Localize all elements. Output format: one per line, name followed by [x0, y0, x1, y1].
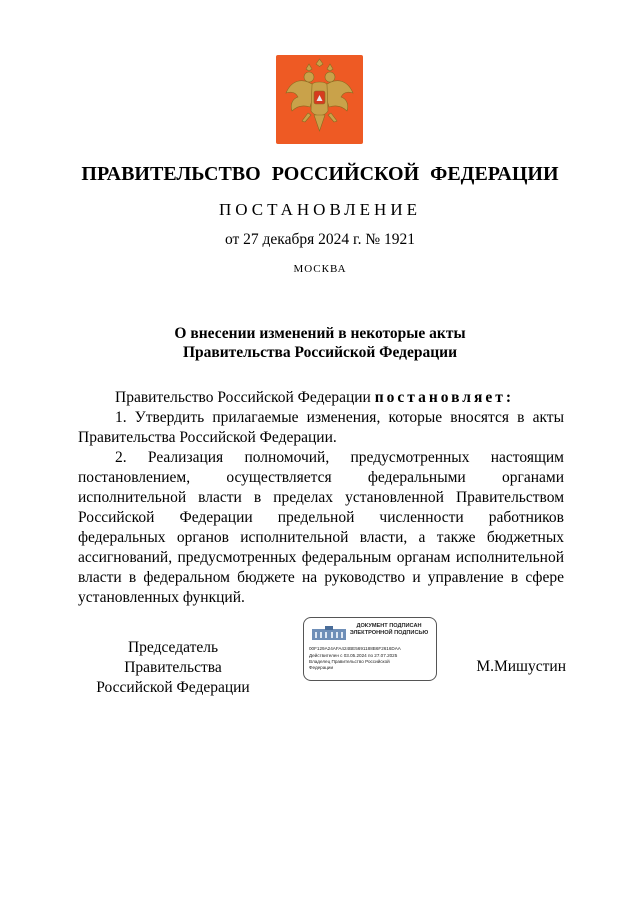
coat-of-arms-icon: [276, 55, 363, 144]
intro-text: Правительство Российской Федерации: [115, 389, 375, 406]
document-subject: [0, 324, 640, 362]
double-headed-eagle-icon: [276, 55, 363, 144]
subject-line-1: О внесении изменений в некоторые акты: [174, 325, 466, 342]
electronic-signature-stamp: [303, 617, 437, 681]
stamp-owner-line-2: Федерации: [309, 665, 334, 670]
document-city: МОСКВА: [293, 263, 347, 275]
stamp-title-line-1: ДОКУМЕНТ ПОДПИСАН: [356, 623, 422, 629]
stamp-owner-line-1: Владелец Правительство Российской: [309, 659, 390, 664]
stamp-validity: Действителен с 03.05.2024 по 27.07.2025: [309, 653, 398, 658]
signatory-name: М.Мишустин: [476, 658, 566, 675]
signatory-position-line-1: Председатель Правительства: [124, 639, 222, 676]
government-building-icon: [312, 626, 346, 640]
document-body: [78, 388, 564, 608]
signatory-position: [78, 638, 268, 698]
stamp-title: [346, 623, 432, 637]
signatory-position-line-2: Российской Федерации: [96, 679, 250, 696]
body-intro: [78, 388, 564, 408]
document-type: ПОСТАНОВЛЕНИЕ: [218, 200, 421, 219]
stamp-certificate: 00F129A24AFA424BE5691188B6F2616DAA: [309, 646, 401, 651]
subject-line-2: Правительства Российской Федерации: [182, 344, 458, 361]
body-item-2: 2. Реализация полномочий, предусмотренных настоящим постановлением, осуществляется федеральными органами исполнительной власти в пределах установленной Правительством Российской Федерации предельной численности работников федеральных органов исполнительной власти, а также бюджетных ассигнований, предусмотренных федеральным органам исполнительной власти в федеральном бюджете на руководство и управление в сфере установленных функций.: [78, 449, 564, 606]
body-item-1: 1. Утвердить прилагаемые изменения, которые вносятся в акты Правительства Российской Федерации.: [78, 409, 564, 446]
stamp-title-line-2: ЭЛЕКТРОННОЙ ПОДПИСЬЮ: [349, 630, 429, 636]
intro-verb: постановляет:: [374, 389, 515, 406]
government-title: ПРАВИТЕЛЬСТВО РОССИЙСКОЙ ФЕДЕРАЦИИ: [81, 163, 559, 185]
document-date-number: от 27 декабря 2024 г. № 1921: [224, 231, 416, 248]
